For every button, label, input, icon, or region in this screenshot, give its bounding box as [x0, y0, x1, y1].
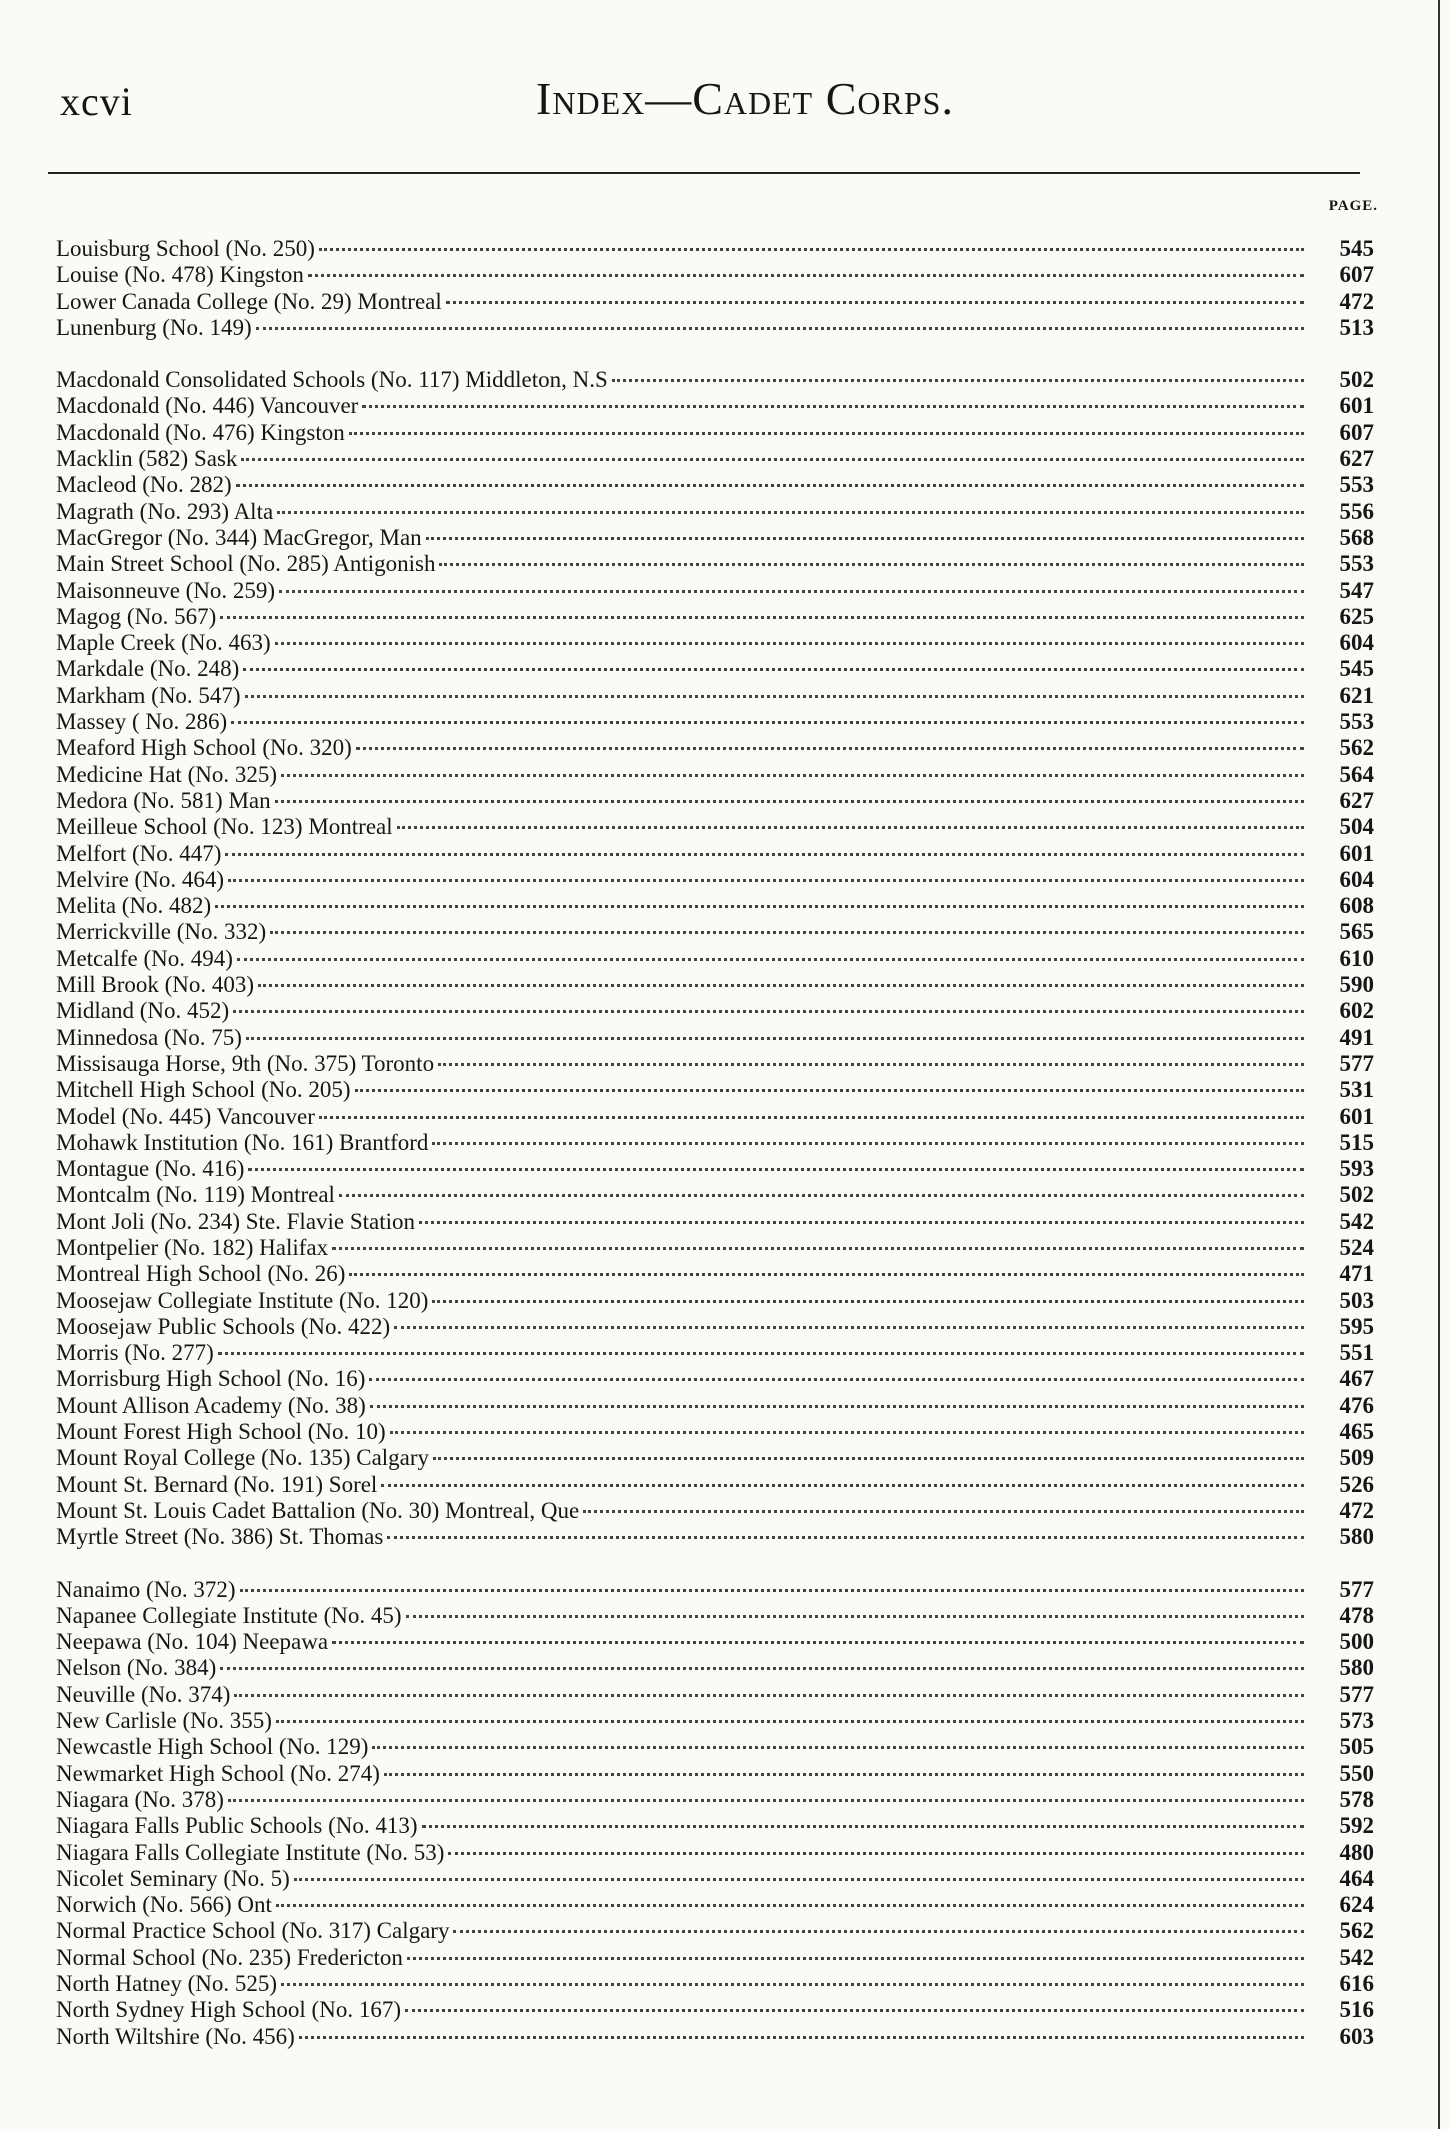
dot-leader — [453, 1930, 1304, 1933]
header-rule — [48, 172, 1360, 174]
entry-page-number: 472 — [1339, 288, 1374, 314]
entry-page-number: 502 — [1339, 367, 1374, 393]
dot-leader — [583, 1510, 1304, 1513]
entry-page-number: 562 — [1339, 1918, 1374, 1944]
index-entry — [56, 1498, 1374, 1524]
index-entry — [56, 1945, 1374, 1971]
entry-name: Medora (No. 581) Man — [56, 787, 271, 813]
index-entry — [56, 1104, 1374, 1130]
entry-page-number: 607 — [1339, 262, 1374, 288]
index-entry — [56, 525, 1374, 551]
dot-leader — [279, 590, 1304, 593]
entry-page-number: 608 — [1339, 893, 1374, 919]
entry-page-number: 553 — [1339, 472, 1374, 498]
dot-leader — [419, 1221, 1304, 1224]
dot-leader — [332, 1641, 1304, 1644]
dot-leader — [294, 1878, 1304, 1881]
entry-name: Markdale (No. 248) — [56, 656, 240, 682]
entry-page-number: 553 — [1339, 551, 1374, 577]
index-entry — [56, 1603, 1374, 1629]
index-entry — [56, 1051, 1374, 1077]
entry-page-number: 480 — [1339, 1839, 1374, 1865]
dot-leader — [236, 484, 1304, 487]
index-entry — [56, 1025, 1374, 1051]
entry-name: Moosejaw Public Schools (No. 422) — [56, 1313, 391, 1339]
entry-name: Moosejaw Collegiate Institute (No. 120) — [56, 1287, 429, 1313]
entry-name: Melfort (No. 447) — [56, 840, 222, 866]
entry-page-number: 602 — [1339, 998, 1374, 1024]
entry-page-number: 542 — [1339, 1208, 1374, 1234]
entry-name: Merrickville (No. 332) — [56, 919, 267, 945]
index-entries — [56, 236, 1374, 2076]
dot-leader — [233, 1010, 1304, 1013]
entry-name: Markham (No. 547) — [56, 682, 241, 708]
index-entry — [56, 1393, 1374, 1419]
page-column-label: PAGE. — [1328, 198, 1378, 214]
index-entry — [56, 867, 1374, 893]
entry-page-number: 624 — [1339, 1892, 1374, 1918]
dot-leader — [248, 1168, 1304, 1171]
entry-name: Mount St. Bernard (No. 191) Sorel — [56, 1471, 378, 1497]
index-entry — [56, 893, 1374, 919]
entry-name: Neuville (No. 374) — [56, 1681, 231, 1707]
entry-name: Lower Canada College (No. 29) Montreal — [56, 288, 442, 314]
index-entry — [56, 420, 1374, 446]
entry-name: Niagara Falls Collegiate Institute (No. 53) — [56, 1839, 445, 1865]
entry-name: Maisonneuve (No. 259) — [56, 577, 276, 603]
entry-name: Myrtle Street (No. 386) St. Thomas — [56, 1524, 384, 1550]
entry-page-number: 500 — [1339, 1629, 1374, 1655]
entry-name: Metcalfe (No. 494) — [56, 945, 233, 971]
index-entry — [56, 499, 1374, 525]
dot-leader — [439, 563, 1304, 566]
dot-leader — [308, 274, 1304, 277]
dot-leader — [432, 1300, 1304, 1303]
index-entry — [56, 1314, 1374, 1340]
entry-name: Louisburg School (No. 250) — [56, 236, 315, 261]
index-entry — [56, 1813, 1374, 1839]
entry-name: Montague (No. 416) — [56, 1156, 245, 1182]
entry-page-number: 593 — [1339, 1156, 1374, 1182]
entry-page-number: 601 — [1339, 840, 1374, 866]
index-entry — [56, 1288, 1374, 1314]
entry-page-number: 577 — [1339, 1681, 1374, 1707]
dot-leader — [228, 1799, 1304, 1802]
entry-name: Mount Royal College (No. 135) Calgary — [56, 1445, 430, 1471]
dot-leader — [220, 616, 1304, 619]
index-entry — [56, 919, 1374, 945]
index-entry — [56, 1918, 1374, 1944]
dot-leader — [356, 747, 1304, 750]
entry-page-number: 545 — [1339, 236, 1374, 261]
index-entry — [56, 656, 1374, 682]
entry-name: Main Street School (No. 285) Antigonish — [56, 551, 436, 577]
entry-name: North Hatney (No. 525) — [56, 1971, 278, 1996]
entry-page-number: 471 — [1339, 1261, 1374, 1287]
entry-name: Nelson (No. 384) — [56, 1655, 217, 1681]
dot-leader — [438, 1063, 1304, 1066]
entry-page-number: 526 — [1339, 1471, 1374, 1497]
dot-leader — [270, 931, 1304, 934]
entry-page-number: 542 — [1339, 1944, 1374, 1970]
index-entry — [56, 1524, 1374, 1550]
dot-leader — [370, 1405, 1304, 1408]
index-section — [56, 1577, 1374, 2050]
entry-page-number: 578 — [1339, 1786, 1374, 1812]
index-entry — [56, 709, 1374, 735]
entry-page-number: 592 — [1339, 1813, 1374, 1839]
entry-name: Medicine Hat (No. 325) — [56, 761, 277, 787]
entry-name: Neepawa (No. 104) Neepawa — [56, 1629, 329, 1655]
index-entry — [56, 1761, 1374, 1787]
entry-name: Macdonald Consolidated Schools (No. 117) Middleton, N.S — [56, 367, 608, 393]
index-entry — [56, 1340, 1374, 1366]
entry-page-number: 610 — [1339, 945, 1374, 971]
entry-page-number: 531 — [1339, 1077, 1374, 1103]
entry-page-number: 550 — [1339, 1760, 1374, 1786]
index-section — [56, 367, 1374, 1550]
index-entry — [56, 683, 1374, 709]
dot-leader — [405, 2009, 1304, 2012]
index-entry — [56, 472, 1374, 498]
dot-leader — [218, 1352, 1304, 1355]
index-entry — [56, 630, 1374, 656]
dot-leader — [245, 695, 1304, 698]
entry-page-number: 625 — [1339, 603, 1374, 629]
index-entry — [56, 2024, 1374, 2050]
entry-page-number: 504 — [1339, 814, 1374, 840]
entry-page-number: 491 — [1339, 1024, 1374, 1050]
index-entry — [56, 1971, 1374, 1997]
index-entry — [56, 946, 1374, 972]
dot-leader — [275, 642, 1304, 645]
entry-page-number: 545 — [1339, 656, 1374, 682]
entry-name: Morrisburg High School (No. 16) — [56, 1366, 366, 1392]
index-entry — [56, 1077, 1374, 1103]
index-entry — [56, 1209, 1374, 1235]
index-entry — [56, 289, 1374, 315]
entry-page-number: 513 — [1339, 314, 1374, 340]
dot-leader — [397, 826, 1304, 829]
entry-name: Normal Practice School (No. 317) Calgary — [56, 1918, 450, 1944]
index-entry — [56, 1261, 1374, 1287]
entry-name: Mount Forest High School (No. 10) — [56, 1419, 386, 1445]
entry-page-number: 465 — [1339, 1419, 1374, 1445]
index-entry — [56, 551, 1374, 577]
entry-name: MacGregor (No. 344) MacGregor, Man — [56, 524, 422, 550]
entry-page-number: 562 — [1339, 735, 1374, 761]
index-entry — [56, 814, 1374, 840]
entry-name: Niagara Falls Public Schools (No. 413) — [56, 1813, 418, 1839]
dot-leader — [369, 1378, 1304, 1381]
dot-leader — [225, 853, 1304, 856]
dot-leader — [277, 511, 1304, 514]
entry-page-number: 580 — [1339, 1524, 1374, 1550]
index-section — [56, 236, 1374, 341]
entry-page-number: 516 — [1339, 1997, 1374, 2023]
dot-leader — [446, 301, 1304, 304]
entry-name: Normal School (No. 235) Fredericton — [56, 1944, 403, 1970]
entry-name: Nanaimo (No. 372) — [56, 1576, 236, 1602]
dot-leader — [422, 1825, 1304, 1828]
entry-name: Minnedosa (No. 75) — [56, 1024, 242, 1050]
index-entry — [56, 998, 1374, 1024]
entry-name: Mohawk Institution (No. 161) Brantford — [56, 1129, 429, 1155]
dot-leader — [612, 379, 1304, 382]
dot-leader — [372, 1746, 1304, 1749]
index-entry — [56, 262, 1374, 288]
entry-name: Mount St. Louis Cadet Battalion (No. 30) Montreal, Que — [56, 1497, 580, 1523]
entry-name: Missisauga Horse, 9th (No. 375) Toronto — [56, 1050, 435, 1076]
entry-name: Macklin (582) Sask — [56, 446, 238, 472]
entry-page-number: 577 — [1339, 1050, 1374, 1076]
entry-page-number: 464 — [1339, 1865, 1374, 1891]
index-entry — [56, 1787, 1374, 1813]
entry-name: Morris (No. 277) — [56, 1340, 214, 1366]
dot-leader — [234, 1694, 1304, 1697]
entry-page-number: 601 — [1339, 393, 1374, 419]
index-entry — [56, 446, 1374, 472]
entry-page-number: 601 — [1339, 1103, 1374, 1129]
dot-leader — [319, 248, 1304, 251]
entry-page-number: 476 — [1339, 1392, 1374, 1418]
entry-name: Newmarket High School (No. 274) — [56, 1760, 380, 1786]
dot-leader — [220, 1667, 1304, 1670]
entry-name: Lunenburg (No. 149) — [56, 314, 252, 340]
index-entry — [56, 578, 1374, 604]
entry-name: Nicolet Seminary (No. 5) — [56, 1865, 290, 1891]
index-entry — [56, 1182, 1374, 1208]
index-entry — [56, 1445, 1374, 1471]
entry-page-number: 553 — [1339, 709, 1374, 735]
entry-name: Macdonald (No. 446) Vancouver — [56, 393, 359, 419]
index-entry — [56, 393, 1374, 419]
dot-leader — [243, 668, 1304, 671]
entry-name: Macleod (No. 282) — [56, 472, 232, 498]
index-entry — [56, 1997, 1374, 2023]
entry-name: Montpelier (No. 182) Halifax — [56, 1234, 329, 1260]
entry-page-number: 547 — [1339, 577, 1374, 603]
entry-page-number: 565 — [1339, 919, 1374, 945]
entry-page-number: 590 — [1339, 972, 1374, 998]
entry-name: Newcastle High School (No. 129) — [56, 1734, 369, 1760]
page-edge-line — [1438, 0, 1440, 2129]
index-entry — [56, 1235, 1374, 1261]
index-entry — [56, 1419, 1374, 1445]
entry-name: Mount Allison Academy (No. 38) — [56, 1392, 366, 1418]
entry-page-number: 603 — [1339, 2023, 1374, 2049]
entry-name: North Sydney High School (No. 167) — [56, 1997, 401, 2023]
dot-leader — [237, 958, 1304, 961]
entry-name: North Wiltshire (No. 456) — [56, 2023, 295, 2049]
entry-name: Mont Joli (No. 234) Ste. Flavie Station — [56, 1208, 416, 1234]
dot-leader — [332, 1247, 1304, 1250]
entry-name: Montreal High School (No. 26) — [56, 1261, 346, 1287]
page-title: Index—Cadet Corps. — [536, 73, 954, 124]
entry-page-number: 568 — [1339, 524, 1374, 550]
entry-page-number: 621 — [1339, 682, 1374, 708]
entry-name: Napanee Collegiate Institute (No. 45) — [56, 1602, 402, 1628]
dot-leader — [406, 1615, 1304, 1618]
index-entry — [56, 367, 1374, 393]
index-entry — [56, 604, 1374, 630]
dot-leader — [256, 327, 1304, 330]
entry-page-number: 616 — [1339, 1971, 1374, 1996]
dot-leader — [390, 1431, 1304, 1434]
dot-leader — [448, 1852, 1304, 1855]
dot-leader — [258, 984, 1304, 987]
index-entry — [56, 1840, 1374, 1866]
index-entry — [56, 762, 1374, 788]
entry-page-number: 509 — [1339, 1445, 1374, 1471]
dot-leader — [387, 1536, 1304, 1539]
entry-name: Mill Brook (No. 403) — [56, 972, 255, 998]
entry-name: Meilleue School (No. 123) Montreal — [56, 814, 393, 840]
entry-page-number: 573 — [1339, 1708, 1374, 1734]
dot-leader — [381, 1484, 1304, 1487]
entry-name: Norwich (No. 566) Ont — [56, 1892, 272, 1918]
dot-leader — [246, 1037, 1304, 1040]
entry-name: Maple Creek (No. 463) — [56, 630, 271, 656]
dot-leader — [275, 800, 1304, 803]
entry-name: Massey ( No. 286) — [56, 709, 228, 735]
index-entry — [56, 841, 1374, 867]
dot-leader — [433, 1457, 1304, 1460]
dot-leader — [355, 1089, 1305, 1092]
entry-page-number: 524 — [1339, 1234, 1374, 1260]
entry-name: Niagara (No. 378) — [56, 1786, 224, 1812]
dot-leader — [339, 1194, 1304, 1197]
entry-page-number: 604 — [1339, 866, 1374, 892]
dot-leader — [215, 905, 1304, 908]
dot-leader — [276, 1720, 1304, 1723]
entry-page-number: 595 — [1339, 1313, 1374, 1339]
entry-page-number: 467 — [1339, 1366, 1374, 1392]
entry-page-number: 604 — [1339, 630, 1374, 656]
index-entry — [56, 1156, 1374, 1182]
dot-leader — [349, 1273, 1304, 1276]
dot-leader — [276, 1904, 1304, 1907]
entry-page-number: 627 — [1339, 787, 1374, 813]
entry-page-number: 580 — [1339, 1655, 1374, 1681]
dot-leader — [426, 537, 1304, 540]
index-entry — [56, 735, 1374, 761]
entry-page-number: 607 — [1339, 419, 1374, 445]
dot-leader — [281, 774, 1304, 777]
entry-name: Louise (No. 478) Kingston — [56, 262, 304, 288]
entry-name: Meaford High School (No. 320) — [56, 735, 352, 761]
entry-name: Magrath (No. 293) Alta — [56, 498, 274, 524]
entry-page-number: 627 — [1339, 446, 1374, 472]
index-entry — [56, 1629, 1374, 1655]
index-entry — [56, 1734, 1374, 1760]
dot-leader — [231, 721, 1304, 724]
entry-page-number: 478 — [1339, 1602, 1374, 1628]
index-entry — [56, 315, 1374, 341]
dot-leader — [394, 1326, 1304, 1329]
entry-name: Melita (No. 482) — [56, 893, 212, 919]
dot-leader — [432, 1142, 1304, 1145]
index-entry — [56, 1577, 1374, 1603]
entry-name: Macdonald (No. 476) Kingston — [56, 419, 345, 445]
entry-name: New Carlisle (No. 355) — [56, 1708, 272, 1734]
entry-page-number: 551 — [1339, 1340, 1374, 1366]
dot-leader — [228, 879, 1304, 882]
index-entry — [56, 1472, 1374, 1498]
dot-leader — [384, 1773, 1304, 1776]
dot-leader — [299, 2036, 1304, 2039]
page-folio: xcvi — [60, 79, 133, 124]
dot-leader — [241, 458, 1304, 461]
index-entry — [56, 1130, 1374, 1156]
entry-name: Magog (No. 567) — [56, 603, 217, 629]
entry-name: Mitchell High School (No. 205) — [56, 1077, 351, 1103]
index-entry — [56, 788, 1374, 814]
entry-page-number: 515 — [1339, 1129, 1374, 1155]
entry-page-number: 556 — [1339, 498, 1374, 524]
index-entry — [56, 1892, 1374, 1918]
entry-page-number: 502 — [1339, 1182, 1374, 1208]
dot-leader — [407, 1957, 1304, 1960]
dot-leader — [240, 1589, 1305, 1592]
entry-page-number: 472 — [1339, 1497, 1374, 1523]
entry-name: Model (No. 445) Vancouver — [56, 1103, 315, 1129]
dot-leader — [281, 1983, 1304, 1986]
dot-leader — [349, 432, 1304, 435]
index-entry — [56, 1655, 1374, 1681]
dot-leader — [319, 1116, 1304, 1119]
entry-page-number: 503 — [1339, 1287, 1374, 1313]
index-entry — [56, 1866, 1374, 1892]
entry-name: Melvire (No. 464) — [56, 866, 224, 892]
dot-leader — [362, 405, 1304, 408]
index-entry — [56, 1708, 1374, 1734]
index-entry — [56, 236, 1374, 262]
entry-page-number: 564 — [1339, 761, 1374, 787]
entry-name: Montcalm (No. 119) Montreal — [56, 1182, 335, 1208]
entry-page-number: 505 — [1339, 1734, 1374, 1760]
index-entry — [56, 972, 1374, 998]
entry-name: Midland (No. 452) — [56, 998, 230, 1024]
entry-page-number: 577 — [1339, 1576, 1374, 1602]
index-entry — [56, 1366, 1374, 1392]
index-entry — [56, 1682, 1374, 1708]
